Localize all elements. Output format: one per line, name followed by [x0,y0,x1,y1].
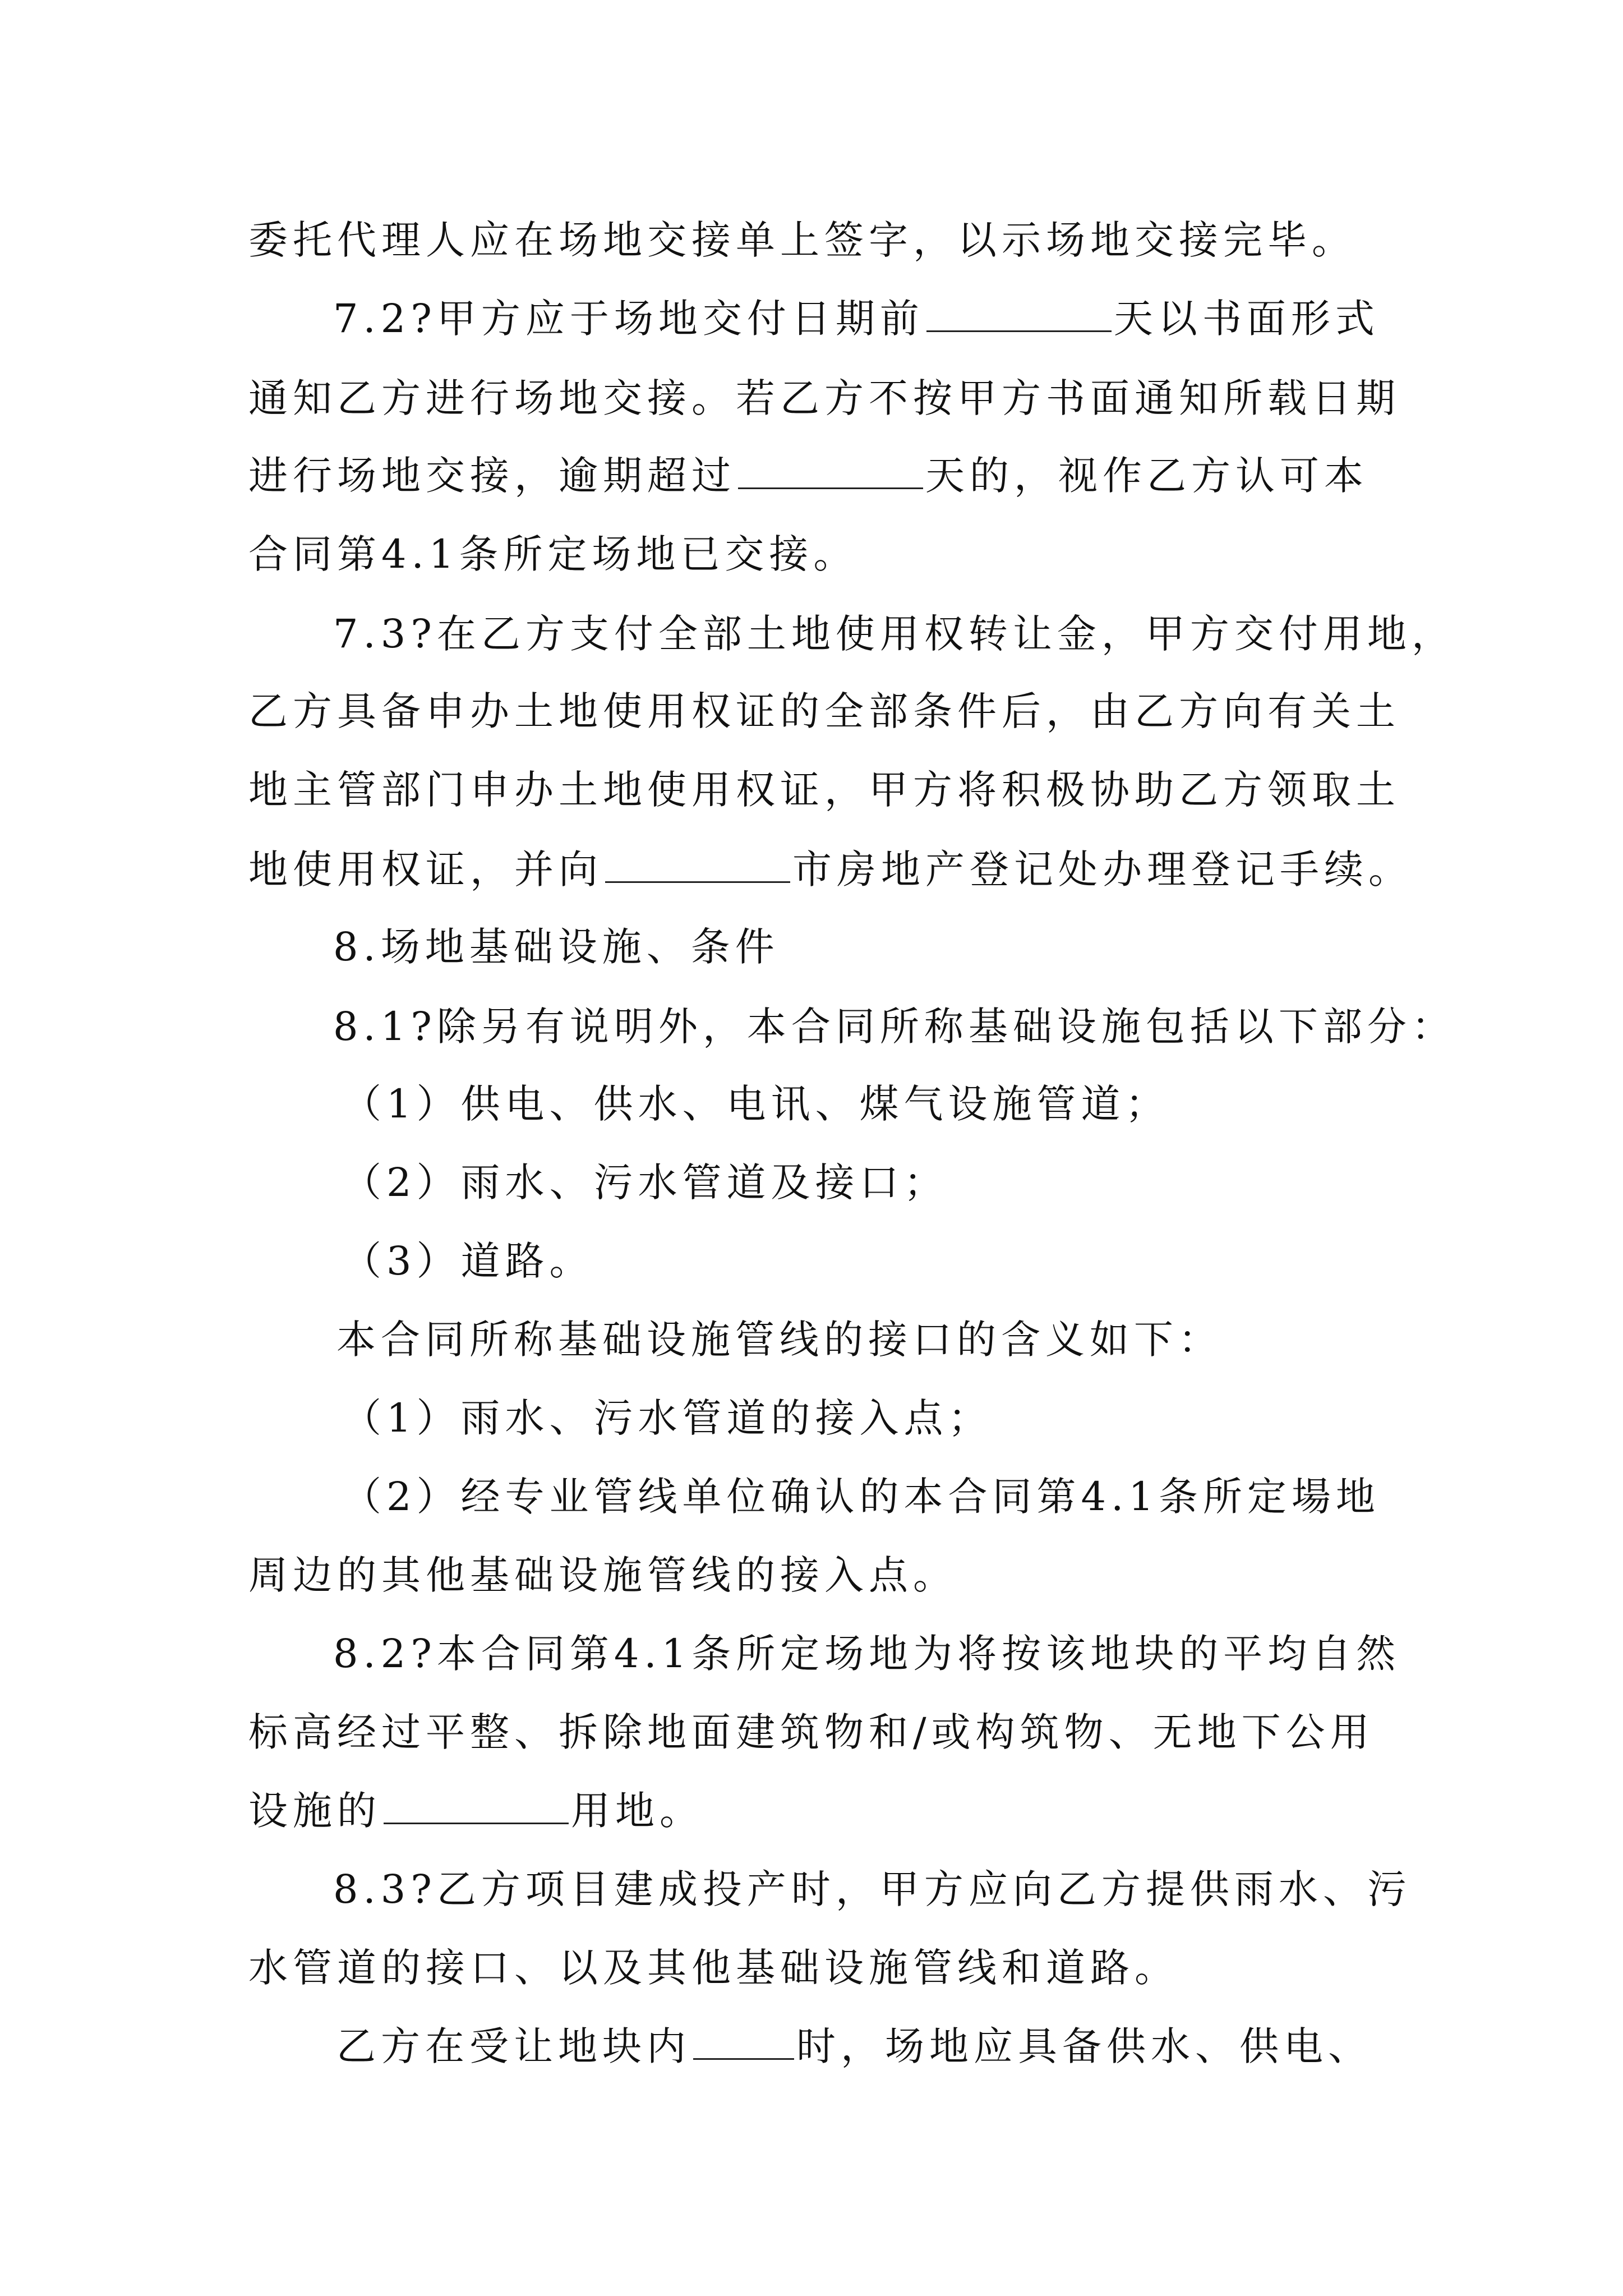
text-line-24 [336,2018,1492,2074]
section-8-heading: 8.场地基础设施、条件 [333,924,780,970]
interface-item-1: （1）雨水、污水管道的接入点； [342,1395,993,1441]
clause-7-2-text-before: 7.2?甲方应于场地交付日期前 [333,296,924,342]
text-line-21 [248,1783,1404,1839]
text-line-3: 通知乙方进行场地交接。若乙方不按甲方书面通知所载日期 [248,375,1400,421]
text-line-24-before: 乙方在受让地块内 [336,2023,691,2069]
interface-definition-line: 本合同所称基础设施管线的接口的含义如下： [336,1317,1223,1363]
list-item-1: （1）供电、供水、电讯、煤气设施管道； [342,1081,1170,1127]
text-line-9-after: 市房地产登记处办理登记手续。 [792,846,1413,892]
text-line-4 [248,448,1404,504]
list-item-3: （3）道路。 [342,1238,594,1284]
text-line-9-before: 地使用权证，并向 [248,846,603,892]
clause-8-3-line: 8.3?乙方项目建成投产时，甲方应向乙方提供雨水、污 [333,1866,1412,1912]
text-line-23: 水管道的接口、以及其他基础设施管线和道路。 [248,1945,1179,1991]
fill-blank-condition [693,2019,794,2060]
fill-blank-land-use [384,1783,569,1824]
text-line-18: 周边的其他基础设施管线的接入点。 [248,1552,957,1598]
fill-blank-overdue-days [738,448,923,489]
clause-7-2-text-after: 天以书面形式 [1113,296,1380,342]
text-line-21-after: 用地。 [571,1788,704,1834]
clause-7-3-line: 7.3?在乙方支付全部土地使用权转让金，甲方交付用地， [333,611,1456,657]
clause-7-2-line [333,291,1488,347]
text-line-4-after: 天的，视作乙方认可本 [925,453,1368,499]
text-line-7: 乙方具备申办土地使用权证的全部条件后，由乙方向有关土 [248,688,1400,734]
text-line-8: 地主管部门申办土地使用权证，甲方将积极协助乙方领取土 [248,767,1400,813]
text-line-20: 标高经过平整、拆除地面建筑物和/或构筑物、无地下公用 [248,1709,1375,1755]
fill-blank-days-notice [926,291,1112,332]
clause-8-1-line: 8.1?除另有说明外，本合同所称基础设施包括以下部分： [333,1004,1456,1050]
text-line-9 [248,841,1413,898]
clause-8-2-line: 8.2?本合同第4.1条所定场地为将按该地块的平均自然 [333,1631,1401,1677]
fill-blank-city [605,842,790,883]
text-line-1: 委托代理人应在场地交接单上签字，以示场地交接完毕。 [248,217,1356,263]
interface-item-2: （2）经专业管线单位确认的本合同第4.1条所定場地 [342,1474,1380,1520]
text-line-5: 合同第4.1条所定场地已交接。 [248,531,858,577]
text-line-24-after: 时，场地应具备供水、供电、 [796,2023,1372,2069]
text-line-21-before: 设施的 [248,1788,381,1834]
text-line-4-before: 进行场地交接，逾期超过 [248,453,736,499]
list-item-2: （2）雨水、污水管道及接口； [342,1159,948,1205]
